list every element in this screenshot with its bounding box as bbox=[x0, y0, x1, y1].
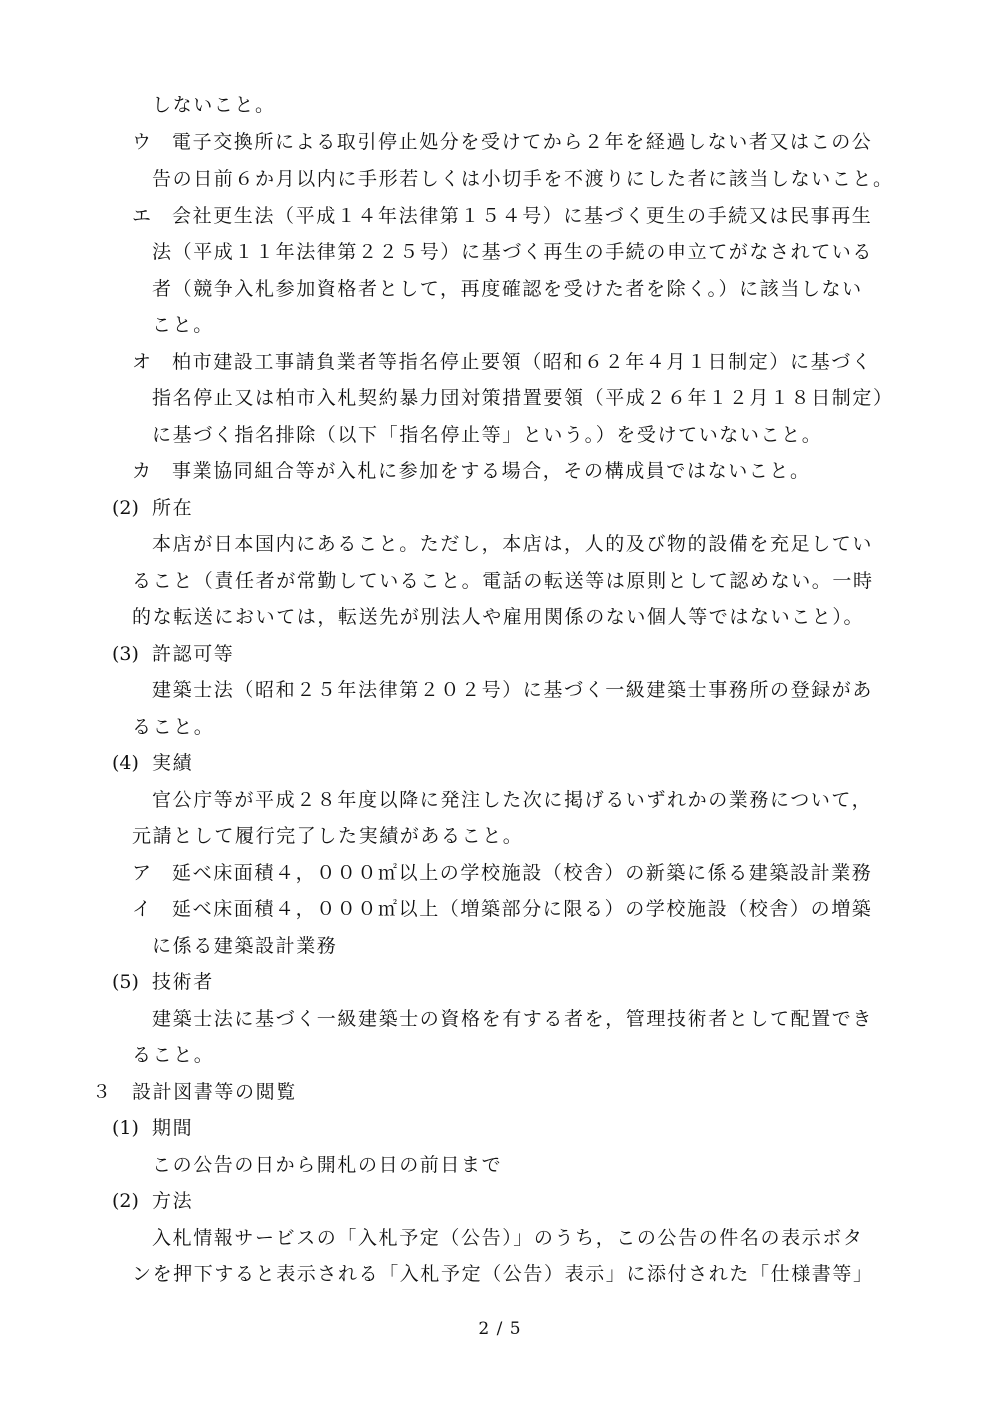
text-line: ンを押下すると表示される「入札予定（公告）表示」に添付された「仕様書等」 bbox=[132, 1263, 874, 1285]
section-heading: 期間 bbox=[152, 1117, 194, 1139]
item-marker-u: ウ bbox=[132, 131, 152, 153]
text-line: 入札情報サービスの「入札予定（公告）」のうち，この公告の件名の表示ボタ bbox=[152, 1227, 864, 1249]
text-line: 元請として履行完了した実績があること。 bbox=[132, 825, 524, 847]
text-line: 延べ床面積４，０００㎡以上の学校施設（校舎）の新築に係る建築設計業務 bbox=[172, 862, 873, 884]
text-line: この公告の日から開札の日の前日まで bbox=[152, 1154, 503, 1176]
section-marker-1: (1) bbox=[112, 1117, 139, 1139]
text-line: 指名停止又は柏市入札契約暴力団対策措置要領（平成２６年１２月１８日制定） bbox=[152, 387, 894, 409]
chapter-marker-3: ３ bbox=[92, 1081, 112, 1103]
text-line: 官公庁等が平成２８年度以降に発注した次に掲げるいずれかの業務について， bbox=[152, 789, 873, 811]
section-marker-2b: (2) bbox=[112, 1190, 139, 1212]
section-marker-3: (3) bbox=[112, 643, 139, 665]
section-heading: 技術者 bbox=[152, 971, 214, 993]
section-heading: 実績 bbox=[152, 752, 194, 774]
text-line: 者（競争入札参加資格者として，再度確認を受けた者を除く。）に該当しない bbox=[152, 278, 863, 300]
text-line: 建築士法（昭和２５年法律第２０２号）に基づく一級建築士事務所の登録があ bbox=[152, 679, 874, 701]
chapter-heading: 設計図書等の閲覧 bbox=[132, 1081, 297, 1103]
text-line: 柏市建設工事請負業者等指名停止要領（昭和６２年４月１日制定）に基づく bbox=[172, 351, 873, 373]
text-line: に基づく指名排除（以下「指名停止等」という。）を受けていないこと。 bbox=[152, 424, 823, 446]
section-heading: 許認可等 bbox=[152, 643, 235, 665]
text-line: ること。 bbox=[132, 1044, 215, 1066]
text-line: ること（責任者が常勤していること。電話の転送等は原則として認めない。一時 bbox=[132, 570, 874, 592]
section-marker-2: (2) bbox=[112, 497, 139, 519]
text-line: 本店が日本国内にあること。ただし，本店は，人的及び物的設備を充足してい bbox=[152, 533, 874, 555]
text-line: 的な転送においては，転送先が別法人や雇用関係のない個人等ではないこと）。 bbox=[132, 606, 865, 628]
text-line: 延べ床面積４，０００㎡以上（増築部分に限る）の学校施設（校舎）の増築 bbox=[172, 898, 873, 920]
item-marker-a: ア bbox=[132, 862, 152, 884]
text-line: 告の日前６か月以内に手形若しくは小切手を不渡りにした者に該当しないこと。 bbox=[152, 168, 894, 190]
text-line: ること。 bbox=[132, 716, 215, 738]
section-heading: 所在 bbox=[152, 497, 194, 519]
text-line: に係る建築設計業務 bbox=[152, 935, 338, 957]
section-marker-5: (5) bbox=[112, 971, 139, 993]
text-line: しないこと。 bbox=[152, 94, 276, 116]
page-number: 2 / 5 bbox=[478, 1319, 522, 1339]
text-line: 建築士法に基づく一級建築士の資格を有する者を，管理技術者として配置でき bbox=[152, 1008, 874, 1030]
section-marker-4: (4) bbox=[112, 752, 139, 774]
item-marker-o: オ bbox=[132, 351, 152, 373]
text-line: 法（平成１１年法律第２２５号）に基づく再生の手続の申立てがなされている bbox=[152, 241, 874, 263]
text-line: 事業協同組合等が入札に参加をする場合，その構成員ではないこと。 bbox=[172, 460, 811, 482]
text-line: 電子交換所による取引停止処分を受けてから２年を経過しない者又はこの公 bbox=[172, 131, 873, 153]
section-heading: 方法 bbox=[152, 1190, 194, 1212]
item-marker-i: イ bbox=[132, 898, 152, 920]
text-line: 会社更生法（平成１４年法律第１５４号）に基づく更生の手続又は民事再生 bbox=[172, 205, 873, 227]
text-line: こと。 bbox=[152, 314, 214, 336]
item-marker-ka: カ bbox=[132, 460, 152, 482]
item-marker-e: エ bbox=[132, 205, 152, 227]
